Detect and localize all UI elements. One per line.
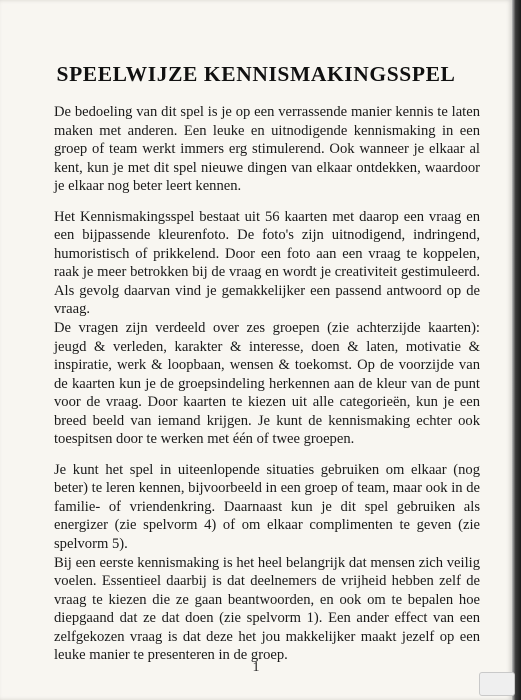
paragraph-cards: Het Kennismakingsspel bestaat uit 56 kaarten met daarop een vraag en een bijpassende kleurenfoto. De foto's zijn uitnodigend, indringend, humoristisch of prikkelend. Door een foto aan een vraag te koppelen, raak je meer betrokken bij de vraag en wordt je creativiteit gestimuleerd. Als gevolg daarvan vind je gemakkelijker een passend antwoord op de vraag. (54, 208, 480, 318)
paragraph-situations: Je kunt het spel in uiteenlopende situaties gebruiken om elkaar (nog beter) te leren kennen, bijvoorbeeld in een groep of team, maar ook in de familie- of vriendenkring. Daarnaast kun je dit spel gebruiken als energizer (zie spelvorm 4) of om elkaar complimenten te geven (zie spelvorm 5). (54, 461, 480, 553)
page-title: SPEELWIJZE KENNISMAKINGSSPEL (56, 62, 456, 86)
paragraph-intro: De bedoeling van dit spel is je op een verrassende manier kennis te laten maken met anderen. Een leuke en uitnodigende kennismaking in een groep of team werkt immers erg stimulerend. Ook wanneer je elkaar al kent, kun je met dit spel nieuwe dingen van elkaar ontdekken, waardoor je elkaar nog beter leert kennen. (54, 104, 480, 195)
paragraph-safety: Bij een eerste kennismaking is het heel belangrijk dat mensen zich veilig voelen. Essentieel daarbij is dat deelnemers de vrijheid hebben zelf de vraag te kiezen die ze gaan beantwoorden, en ook om te bepalen hoe diepgaand dat ze dat doen (zie spelvorm 1). Een ander effect van een zelfgekozen vraag is dat deze het jou makkelijker maakt jezelf op een leuke manier te presenteren in de groep. (54, 554, 480, 664)
paragraph-groups: De vragen zijn verdeeld over zes groepen (zie achterzijde kaarten): jeugd & verleden, karakter & interesse, doen & laten, motivatie & inspiratie, werk & loopbaan, wensen & toekomst. Op de voorzijde van de kaarten kun je de groepsindeling herkennen aan de kleur van de punt voor de vraag. Door kaarten te kiezen uit alle categorieën, kun je een breed beeld van iemand krijgen. Je kunt de kennismaking echter ook toespitsen door te werken met één of twee groepen. (54, 320, 480, 448)
page-number: 1 (252, 660, 260, 675)
body-text (54, 103, 480, 665)
page-edge-shadow (512, 0, 521, 700)
watermark-logo-icon (479, 672, 515, 696)
